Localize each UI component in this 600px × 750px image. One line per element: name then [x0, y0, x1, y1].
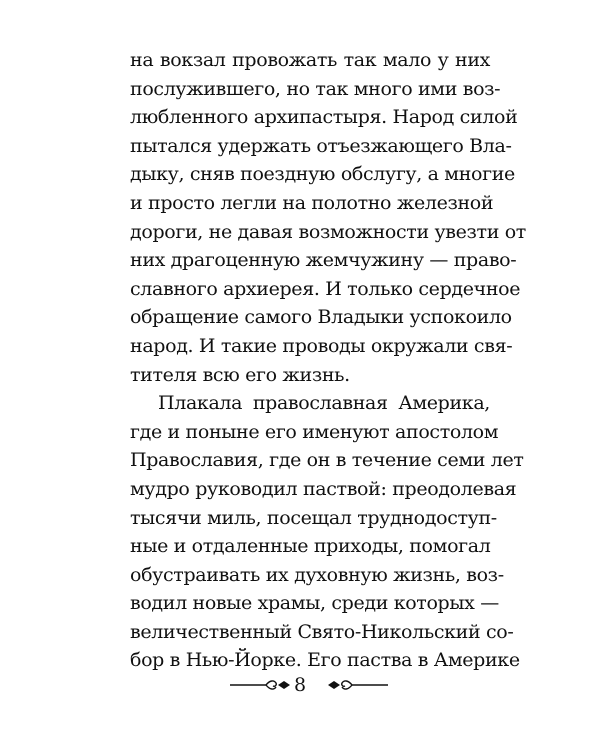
text-line: ные и отдаленные приходы, помогал: [130, 535, 491, 558]
paragraph-1: [130, 46, 526, 389]
text-line: послужившего, но так много ими воз-: [130, 77, 501, 100]
text-line: где и поныне его именуют апостолом: [130, 420, 499, 443]
text-line: славного архиерея. И только сердечное: [130, 277, 521, 300]
text-line: на вокзал провожать так мало у них: [130, 49, 490, 71]
text-line: водил новые храмы, среди которых —: [130, 592, 499, 615]
text-line: народ. И такие проводы окружали свя-: [130, 334, 513, 357]
paragraph-2: [130, 389, 524, 675]
page-number: 8: [293, 674, 307, 696]
text-line: них драгоценную жемчужину — право-: [130, 249, 517, 272]
body-text: [130, 46, 526, 675]
text-line: тителя всю его жизнь.: [130, 363, 350, 386]
text-line: любленного архипастыря. Народ силой: [130, 106, 518, 129]
text-line: дороги, не давая возможности увезти от: [130, 220, 526, 243]
text-line: Плакала православная Америка,: [158, 392, 490, 415]
text-line: пытался удержать отъезжающего Вла-: [130, 134, 512, 157]
text-line: обращение самого Владыки успокоило: [130, 306, 512, 329]
text-line: и просто легли на полотно железной: [130, 191, 494, 214]
text-line: Православия, где он в течение семи лет: [130, 449, 524, 472]
ornament-right-icon: [326, 672, 388, 698]
text-line: мудро руководил паствой: преодолевая: [130, 477, 517, 500]
text-line: бор в Нью-Йорке. Его паства в Америке: [130, 649, 520, 672]
text-line: величественный Свято-Никольский со-: [130, 620, 514, 643]
page-footer: [0, 672, 600, 698]
text-line: тысячи миль, посещал труднодоступ-: [130, 506, 497, 529]
text-line: дыку, сняв поездную обслугу, а многие: [130, 163, 515, 186]
text-line: обустраивать их духовную жизнь, воз-: [130, 563, 504, 586]
